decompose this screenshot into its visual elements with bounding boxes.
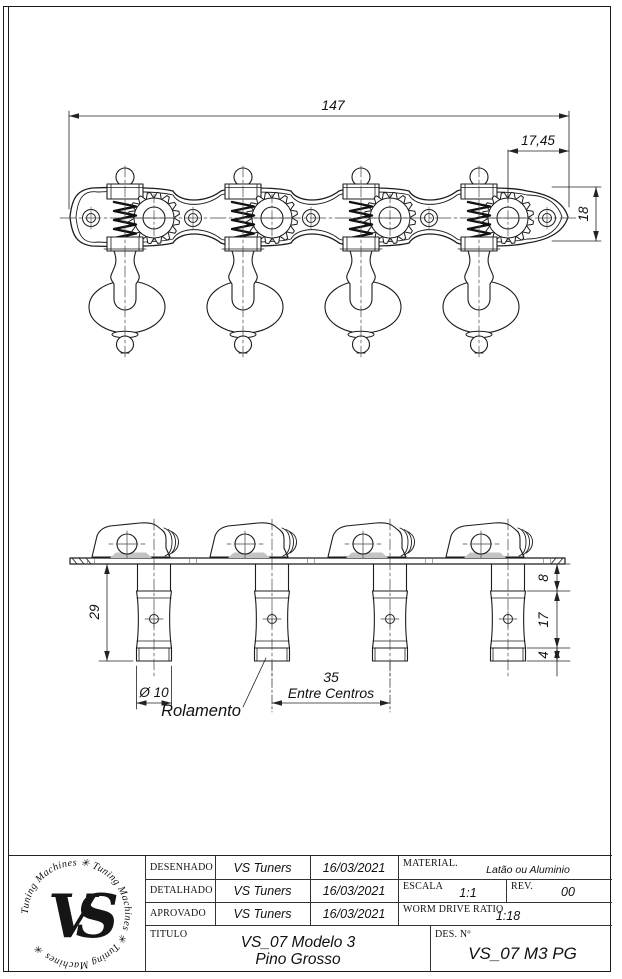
center-spacing-label: Entre Centros xyxy=(287,685,375,701)
dim-plate-width: 18 xyxy=(576,206,591,222)
dim-end-offset: 17,45 xyxy=(521,133,555,148)
dim-bushing-height: 8 xyxy=(536,574,551,582)
escala-label: ESCALA xyxy=(403,881,444,892)
title-block xyxy=(8,855,612,972)
dim-cap-height: 4 xyxy=(536,651,551,659)
dim-post-length: 29 xyxy=(87,604,102,620)
desenhado-label: DESENHADO xyxy=(150,862,213,873)
logo-ring-text: Tuning Machines ✳ Tuning Machines ✳ Tuning Machines ✳ xyxy=(19,857,134,971)
title-line-2: Pino Grosso xyxy=(255,950,341,968)
desenhado-value: VS Tuners xyxy=(233,861,292,875)
drawing-number: VS_07 M3 PG xyxy=(468,944,577,963)
company-logo xyxy=(8,856,145,972)
aprovado-value: VS Tuners xyxy=(233,907,292,921)
dim-barrel-height: 17 xyxy=(536,612,551,628)
detalhado-date: 16/03/2021 xyxy=(322,884,386,898)
dim-post-diameter: Ø 10 xyxy=(139,685,169,700)
escala-value: 1:1 xyxy=(459,886,477,900)
detalhado-value: VS Tuners xyxy=(233,884,292,898)
worm-ratio-value: 1:18 xyxy=(495,909,521,923)
logo-monogram: VS xyxy=(48,882,100,952)
aprovado-date: 16/03/2021 xyxy=(322,907,386,921)
worm-ratio-label: WORM DRIVE RATIO xyxy=(403,904,504,915)
detalhado-label: DETALHADO xyxy=(150,885,213,896)
dim-center-spacing: 35 xyxy=(323,669,339,685)
material-value: Latão ou Aluminio xyxy=(486,864,570,876)
title-line-1: VS_07 Modelo 3 xyxy=(240,934,356,951)
sheet-border-inner-line xyxy=(8,6,9,971)
desenhado-date: 16/03/2021 xyxy=(322,861,386,875)
rev-value: 00 xyxy=(561,885,575,899)
titulo-label: TITULO xyxy=(150,929,188,940)
des-no-label: DES. Nº xyxy=(435,929,471,940)
sheet-border xyxy=(3,6,611,972)
aprovado-label: APROVADO xyxy=(150,908,206,919)
rev-label: REV. xyxy=(511,881,534,892)
material-label: MATERIAL. xyxy=(403,858,458,869)
bearing-label: Rolamento xyxy=(161,702,241,720)
dim-total-length: 147 xyxy=(321,97,345,113)
drawing-title xyxy=(188,935,408,968)
